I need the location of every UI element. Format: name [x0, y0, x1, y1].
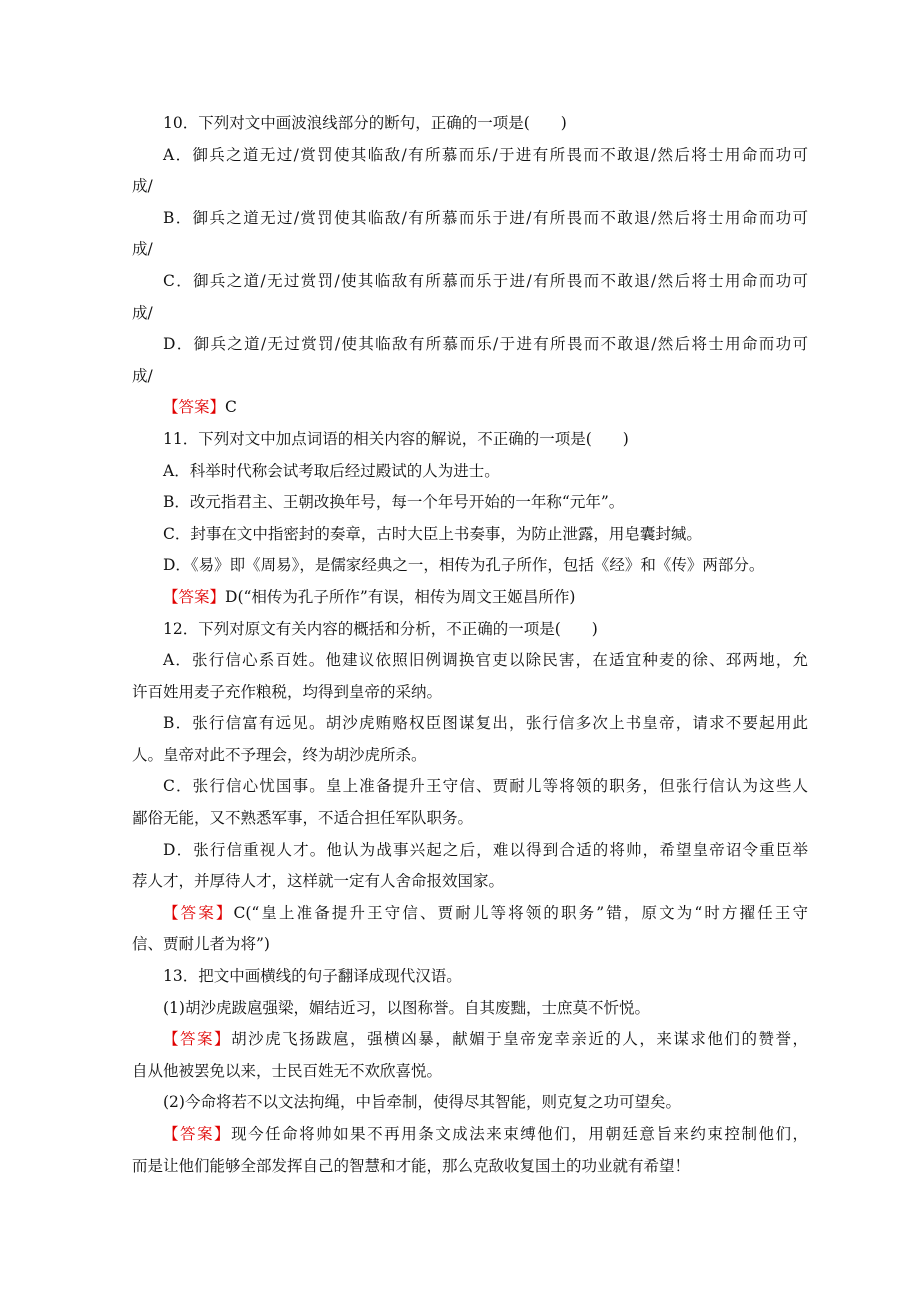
line-text: B．改元指君主、王朝改换年号，每一个年号开始的一年称“元年”。 [163, 493, 625, 512]
text-line [132, 898, 808, 930]
line-text: 13．把文中画横线的句子翻译成现代汉语。 [163, 967, 462, 986]
line-text: 成/ [132, 366, 153, 385]
line-text: 10．下列对文中画波浪线部分的断句，正确的一项是( ) [163, 114, 567, 132]
text-line [132, 234, 808, 266]
text-line [132, 519, 808, 551]
line-text: 鄙俗无能，又不熟悉军事，不适合担任军队职务。 [132, 809, 474, 828]
paragraph [132, 645, 808, 708]
text-line [132, 171, 808, 203]
text-line [132, 645, 808, 677]
text-line [132, 708, 808, 740]
text-line [132, 993, 808, 1025]
line-text: 成/ [132, 240, 153, 259]
paragraph [132, 329, 808, 392]
paragraph [132, 1087, 808, 1119]
line-text: 人。皇帝对此不予理会，终为胡沙虎所杀。 [132, 745, 427, 764]
paragraph [132, 140, 808, 203]
line-text: 11．下列对文中加点词语的相关内容的解说，不正确的一项是( ) [163, 429, 629, 448]
line-text: 自从他被罢免以来，士民百姓无不欢欣喜悦。 [132, 1061, 443, 1080]
line-text: D(“相传为孔子所作”有误，相传为周文王姬昌所作) [225, 587, 576, 606]
text-line [132, 487, 808, 519]
text-line [132, 614, 808, 646]
line-text: B．张行信富有远见。胡沙虎贿赂权臣图谋复出，张行信多次上书皇帝，请求不要起用此 [163, 714, 808, 733]
paragraph [132, 614, 808, 646]
answer-label: 【答案】 [163, 903, 234, 922]
line-text: 成/ [132, 303, 153, 322]
line-text: C．封事在文中指密封的奏章，古时大臣上书奏事，为防止泄露，用皂囊封缄。 [163, 524, 702, 543]
text-line [132, 203, 808, 235]
answer-label: 【答案】 [163, 1125, 232, 1143]
line-text: (1)胡沙虎跋扈强梁，媚结近习，以图称誉。自其废黜，士庶莫不忻悦。 [163, 998, 650, 1017]
document-body [132, 108, 808, 1182]
line-text: 信、贾耐儿者为将”) [132, 935, 270, 954]
line-text: D．御兵之道/无过赏罚/使其临敌有所慕而乐/于进有所畏而不敢退/然后将士用命而功可 [163, 335, 808, 354]
text-line [132, 392, 808, 424]
paragraph [132, 108, 808, 140]
paragraph [132, 487, 808, 519]
text-line [132, 329, 808, 361]
line-text: 现今任命将帅如果不再用条文成法来束缚他们，用朝廷意旨来约束控制他们， [231, 1125, 808, 1143]
line-text: A．张行信心系百姓。他建议依照旧例调换官吏以除民害，在适宜种麦的徐、邳两地，允 [163, 651, 808, 670]
line-text: 荐人才，并厚待人才，这样就一定有人舍命报效国家。 [132, 872, 505, 891]
line-text: A．科举时代称会试考取后经过殿试的人为进士。 [163, 461, 500, 480]
paragraph [132, 519, 808, 551]
text-line [132, 835, 808, 867]
line-text: D．张行信重视人才。他认为战事兴起之后，难以得到合适的将帅，希望皇帝诏令重臣举 [163, 840, 808, 859]
paragraph [132, 993, 808, 1025]
text-line [132, 866, 808, 898]
text-line [132, 266, 808, 298]
answer-paragraph [132, 898, 808, 961]
answer-paragraph [132, 1024, 808, 1087]
text-line [132, 298, 808, 330]
paragraph [132, 771, 808, 834]
text-line [132, 929, 808, 961]
text-line [132, 1056, 808, 1088]
paragraph [132, 266, 808, 329]
text-line [132, 677, 808, 709]
text-line [132, 1119, 808, 1151]
line-text: A．御兵之道无过/赏罚使其临敌/有所慕而乐/于进有所畏而不敢退/然后将士用命而功可 [163, 145, 808, 164]
text-line [132, 961, 808, 993]
paragraph [132, 456, 808, 488]
text-line [132, 803, 808, 835]
line-text: C [225, 398, 237, 417]
text-line [132, 1024, 808, 1056]
paragraph [132, 961, 808, 993]
answer-paragraph [132, 1119, 808, 1182]
text-line [132, 140, 808, 172]
answer-label: 【答案】 [163, 398, 226, 417]
line-text: B．御兵之道无过/赏罚使其临敌/有所慕而乐于进/有所畏而不敢退/然后将士用命而功可 [163, 208, 808, 227]
text-line [132, 1087, 808, 1119]
line-text: 12．下列对原文有关内容的概括和分析，不正确的一项是( ) [163, 619, 598, 638]
paragraph [132, 708, 808, 771]
line-text: C．御兵之道/无过赏罚/使其临敌有所慕而乐于进/有所畏而不敢退/然后将士用命而功可 [163, 271, 808, 290]
paragraph [132, 835, 808, 898]
text-line [132, 1151, 808, 1183]
line-text: 成/ [132, 177, 153, 196]
answer-paragraph [132, 582, 808, 614]
line-text: (2)今命将若不以文法拘绳，中旨牵制，使得尽其智能，则克复之功可望矣。 [163, 1093, 681, 1112]
line-text: D．《易》即《周易》，是儒家经典之一，相传为孔子所作，包括《经》和《传》两部分。 [163, 556, 765, 575]
text-line [132, 771, 808, 803]
text-line [132, 550, 808, 582]
paragraph [132, 424, 808, 456]
text-line [132, 424, 808, 456]
text-line [132, 361, 808, 393]
text-line [132, 456, 808, 488]
line-text: C．张行信心忧国事。皇上准备提升王守信、贾耐儿等将领的职务，但张行信认为这些人 [163, 777, 808, 796]
text-line [132, 582, 808, 614]
answer-label: 【答案】 [163, 1030, 232, 1049]
line-text: C(“皇上准备提升王守信、贾耐儿等将领的职务”错，原文为“时方擢任王守 [233, 903, 808, 922]
line-text: 胡沙虎飞扬跋扈，强横凶暴，献媚于皇帝宠幸亲近的人，来谋求他们的赞誉， [231, 1030, 808, 1049]
text-line [132, 108, 808, 140]
line-text: 许百姓用麦子充作粮税，均得到皇帝的采纳。 [132, 682, 443, 701]
answer-paragraph [132, 392, 808, 424]
paragraph [132, 203, 808, 266]
line-text: 而是让他们能够全部发挥自己的智慧和才能，那么克敌收复国土的功业就有希望！ [132, 1156, 691, 1175]
answer-label: 【答案】 [163, 587, 226, 606]
paragraph [132, 550, 808, 582]
text-line [132, 740, 808, 772]
